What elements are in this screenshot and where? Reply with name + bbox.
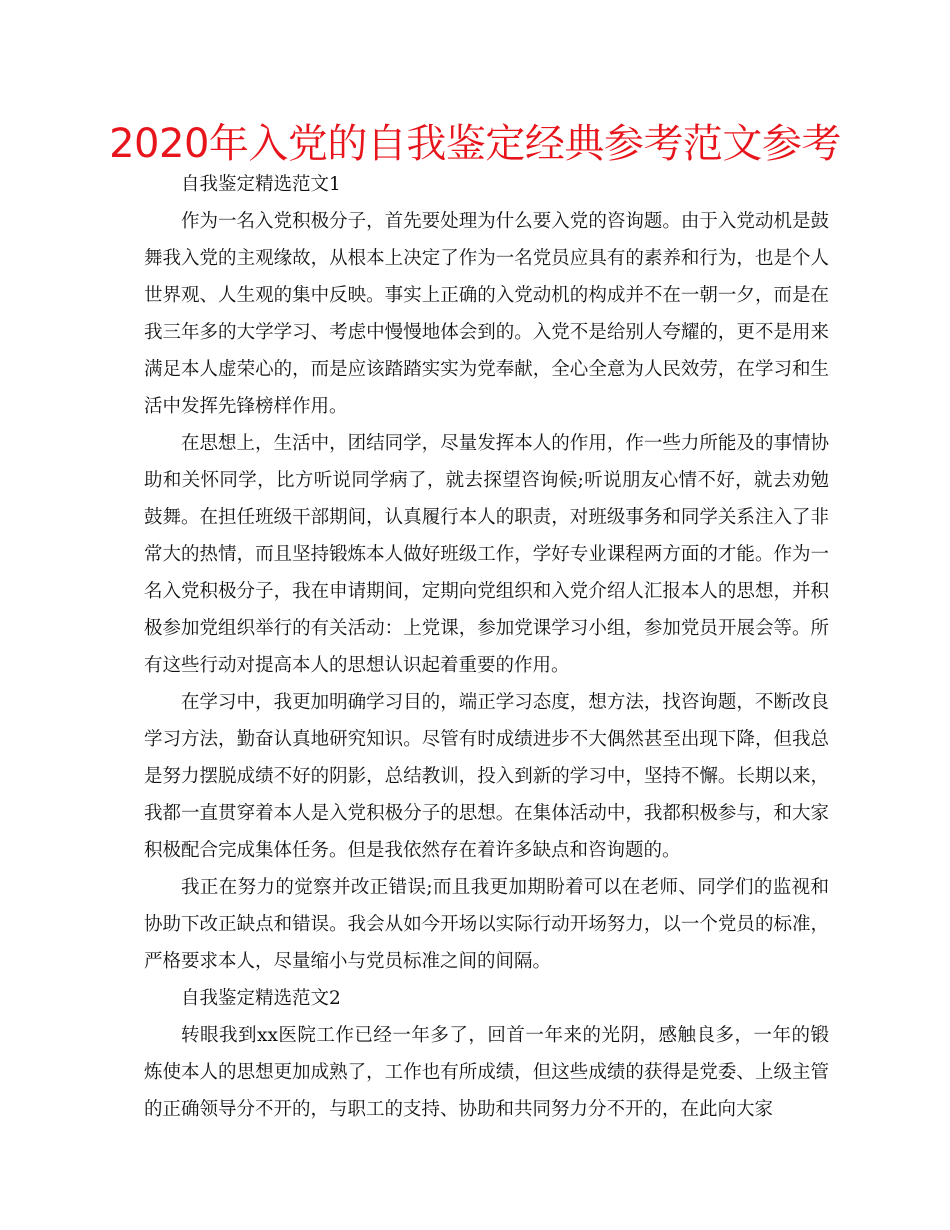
paragraph: 在思想上，生活中，团结同学，尽量发挥本人的作用，作一些力所能及的事情协助和关怀同学，比方听说同学病了，就去探望咨询候;听说朋友心情不好，就去劝勉鼓舞。在担任班级干部期间，认真履行本人的职责，对班级事务和同学关系注入了非常大的热情，而且坚持锻炼本人做好班级工作，学好专业课程两方面的才能。作为一名入党积极分子，我在申请期间，定期向党组织和入党介绍人汇报本人的思想，并积极参加党组织举行的有关活动：上党课，参加党课学习小组，参加党员开展会等。所有这些行动对提高本人的思想认识起着重要的作用。 [144, 433, 829, 676]
paragraph: 作为一名入党积极分子，首先要处理为什么要入党的咨询题。由于入党动机是鼓舞我入党的主观缘故，从根本上决定了作为一名党员应具有的素养和行为，也是个人世界观、人生观的集中反映。事实上正确的入党动机的构成并不在一朝一夕，而是在我三年多的大学学习、考虑中慢慢地体会到的。入党不是给别人夸耀的，更不是用来满足本人虚荣心的，而是应该踏踏实实为党奉献，全心全意为人民效劳，在学习和生活中发挥先锋榜样作用。 [144, 211, 829, 417]
document-title: 2020年入党的自我鉴定经典参考范文参考 [109, 121, 841, 167]
paragraph: 我正在努力的觉察并改正错误;而且我更加期盼着可以在老师、同学们的监视和协助下改正缺点和错误。我会从如今开场以实际行动开场努力，以一个党员的标准，严格要求本人，尽量缩小与党员标准之间的间隔。 [144, 877, 829, 972]
document-body [144, 166, 829, 1128]
paragraph: 在学习中，我更加明确学习目的，端正学习态度，想方法，找咨询题，不断改良学习方法，勤奋认真地研究知识。尽管有时成绩进步不大偶然甚至出现下降，但我总是努力摆脱成绩不好的阴影，总结教训，投入到新的学习中，坚持不懈。长期以来，我都一直贯穿着本人是入党积极分子的思想。在集体活动中，我都积极参与，和大家积极配合完成集体任务。但是我依然存在着许多缺点和咨询题的。 [144, 692, 829, 861]
paragraph: 转眼我到xx医院工作已经一年多了，回首一年来的光阴，感触良多，一年的锻炼使本人的思想更加成熟了，工作也有所成绩，但这些成绩的获得是党委、上级主管的正确领导分不开的，与职工的支持、协助和共同努力分不开的，在此向大家 [144, 1025, 829, 1120]
section-heading-2: 自我鉴定精选范文2 [181, 988, 341, 1009]
section-heading-1: 自我鉴定精选范文1 [181, 174, 341, 195]
